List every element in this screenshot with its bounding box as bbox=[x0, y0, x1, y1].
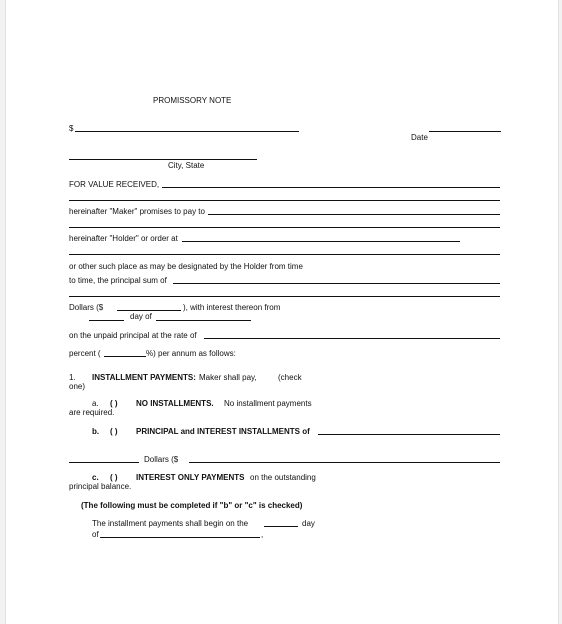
item-1-number: 1. bbox=[69, 373, 76, 382]
blank-line[interactable] bbox=[69, 254, 500, 255]
option-c-checkbox[interactable]: ( ) bbox=[110, 473, 118, 482]
option-a-letter: a. bbox=[92, 399, 99, 408]
dollars-amount-blank[interactable] bbox=[117, 310, 181, 311]
following-note: (The following must be completed if "b" or "c" is checked) bbox=[81, 501, 303, 510]
rate-blank[interactable] bbox=[204, 338, 500, 339]
unpaid-principal-text: on the unpaid principal at the rate of bbox=[69, 331, 197, 340]
percent-text: percent ( bbox=[69, 349, 101, 358]
one-text: one) bbox=[69, 382, 86, 391]
option-a-text-2: are required. bbox=[69, 408, 115, 417]
installment-begin-text: The installment payments shall begin on the bbox=[92, 519, 249, 528]
document-title: PROMISSORY NOTE bbox=[153, 96, 232, 105]
blank-line[interactable] bbox=[69, 227, 500, 228]
installment-payments-heading: INSTALLMENT PAYMENTS: bbox=[92, 373, 196, 382]
for-value-blank[interactable] bbox=[162, 187, 500, 188]
begin-month-blank[interactable] bbox=[100, 537, 260, 538]
option-b-letter: b. bbox=[92, 427, 100, 436]
city-state-blank[interactable] bbox=[69, 159, 257, 160]
maker-text: hereinafter "Maker" promises to pay to bbox=[69, 207, 205, 216]
city-state-label: City, State bbox=[168, 161, 205, 170]
maker-shall-pay-text: Maker shall pay, bbox=[199, 373, 257, 382]
other-place-text: or other such place as may be designated by the Holder from time bbox=[69, 262, 303, 271]
document-page bbox=[5, 0, 559, 624]
installment-dollars-blank[interactable] bbox=[189, 462, 500, 463]
interest-thereon-text: ), with interest thereon from bbox=[183, 303, 281, 312]
blank-line[interactable] bbox=[69, 200, 500, 201]
date-label: Date bbox=[411, 133, 428, 142]
amount-blank[interactable] bbox=[75, 131, 299, 132]
option-b-label: PRINCIPAL and INTEREST INSTALLMENTS of bbox=[136, 427, 310, 436]
option-b-checkbox[interactable]: ( ) bbox=[110, 427, 118, 436]
option-a-checkbox[interactable]: ( ) bbox=[110, 399, 118, 408]
per-annum-text: %) per annum as follows: bbox=[146, 349, 236, 358]
option-b-dollars-text: Dollars ($ bbox=[144, 455, 179, 464]
option-a-label: NO INSTALLMENTS. bbox=[136, 399, 214, 408]
dollars-text: Dollars ($ bbox=[69, 303, 104, 312]
month-year-blank[interactable] bbox=[156, 320, 251, 321]
day-word: day bbox=[302, 519, 315, 528]
date-blank[interactable] bbox=[429, 131, 501, 132]
installment-amount-blank[interactable] bbox=[318, 434, 500, 435]
check-text: (check bbox=[278, 373, 302, 382]
end-comma: , bbox=[261, 530, 264, 539]
option-a-text: No installment payments bbox=[224, 399, 312, 408]
holder-text: hereinafter "Holder" or order at bbox=[69, 234, 178, 243]
option-c-text-2: principal balance. bbox=[69, 482, 132, 491]
holder-address-blank[interactable] bbox=[182, 241, 460, 242]
day-of-text: day of bbox=[130, 312, 152, 321]
day-blank[interactable] bbox=[89, 320, 124, 321]
principal-sum-text: to time, the principal sum of bbox=[69, 276, 167, 285]
installment-words-blank[interactable] bbox=[69, 462, 139, 463]
option-c-letter: c. bbox=[92, 473, 99, 482]
begin-day-blank[interactable] bbox=[264, 526, 298, 527]
payee-blank[interactable] bbox=[208, 214, 500, 215]
option-c-label: INTEREST ONLY PAYMENTS bbox=[136, 473, 245, 482]
of-word: of bbox=[92, 530, 99, 539]
dollar-sign: $ bbox=[69, 124, 74, 133]
principal-sum-blank[interactable] bbox=[173, 283, 500, 284]
blank-line[interactable] bbox=[69, 296, 500, 297]
percent-blank[interactable] bbox=[104, 356, 146, 357]
for-value-received-text: FOR VALUE RECEIVED, bbox=[69, 180, 160, 189]
option-c-text: on the outstanding bbox=[250, 473, 316, 482]
